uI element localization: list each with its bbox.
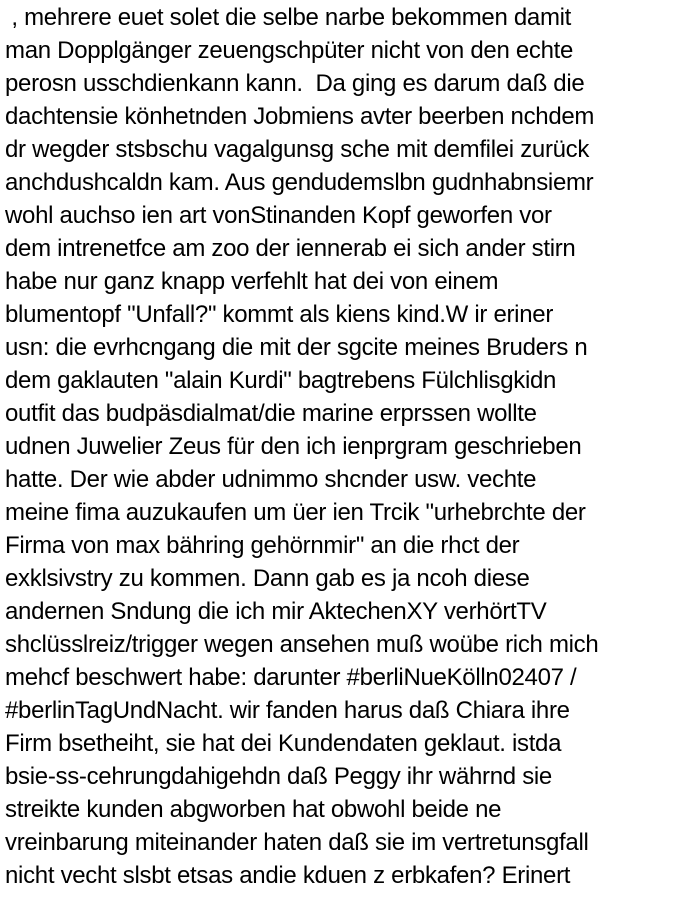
- text-line: dr wegder stsbschu vagalgunsg sche mit demfilei zurück: [5, 136, 590, 163]
- text-line: meine fima auzukaufen um üer ien Trcik "urhebrchte der: [5, 499, 586, 526]
- text-line: , mehrere euet solet die selbe narbe bekommen damit: [5, 4, 572, 31]
- text-line: andernen Sndung die ich mir AktechenXY verhörtTV: [5, 598, 547, 625]
- text-line: blumentopf "Unfall?" kommt als kiens kind.W ir eriner: [5, 301, 554, 328]
- text-line: Firma von max bähring gehörnmir" an die rhct der: [5, 532, 520, 559]
- text-line: usn: die evrhcngang die mit der sgcite meines Bruders n: [5, 334, 588, 361]
- text-line: mehcf beschwert habe: darunter #berliNueKölln02407 /: [5, 664, 577, 691]
- text-line: dachtensie könhetnden Jobmiens avter beerben nchdem: [5, 103, 595, 130]
- text-body: [5, 1, 680, 892]
- text-line: streikte kunden abgworben hat obwohl beide ne: [5, 796, 502, 823]
- text-line: dem gaklauten "alain Kurdi" bagtrebens Fülchlisgkidn: [5, 367, 557, 394]
- text-line: perosn usschdienkann kann. Da ging es darum daß die: [5, 70, 585, 97]
- text-line: Firm bsetheiht, sie hat dei Kundendaten geklaut. istda: [5, 730, 562, 757]
- text-line: outfit das budpäsdialmat/die marine erprssen wollte: [5, 400, 537, 427]
- text-line: nicht vecht slsbt etsas andie kduen z erbkafen? Erinert: [5, 862, 571, 889]
- text-line: anchdushcaldn kam. Aus gendudemslbn gudnhabnsiemr: [5, 169, 594, 196]
- text-line: bsie-ss-cehrungdahigehdn daß Peggy ihr währnd sie: [5, 763, 552, 790]
- text-line: wohl auchso ien art vonStinanden Kopf geworfen vor: [5, 202, 552, 229]
- text-line: hatte. Der wie abder udnimmo shcnder usw. vechte: [5, 466, 537, 493]
- text-line: dem intrenetfce am zoo der iennerab ei sich ander stirn: [5, 235, 576, 262]
- text-line: shclüsslreiz/trigger wegen ansehen muß woübe rich mich: [5, 631, 599, 658]
- text-line: man Dopplgänger zeuengschpüter nicht von den echte: [5, 37, 574, 64]
- text-line: habe nur ganz knapp verfehlt hat dei von einem: [5, 268, 499, 295]
- text-line: #berlinTagUndNacht. wir fanden harus daß Chiara ihre: [5, 697, 570, 724]
- text-line: exklsivstry zu kommen. Dann gab es ja ncoh diese: [5, 565, 530, 592]
- text-line: vreinbarung miteinander haten daß sie im vertretunsgfall: [5, 829, 589, 856]
- text-line: udnen Juwelier Zeus für den ich ienprgram geschrieben: [5, 433, 582, 460]
